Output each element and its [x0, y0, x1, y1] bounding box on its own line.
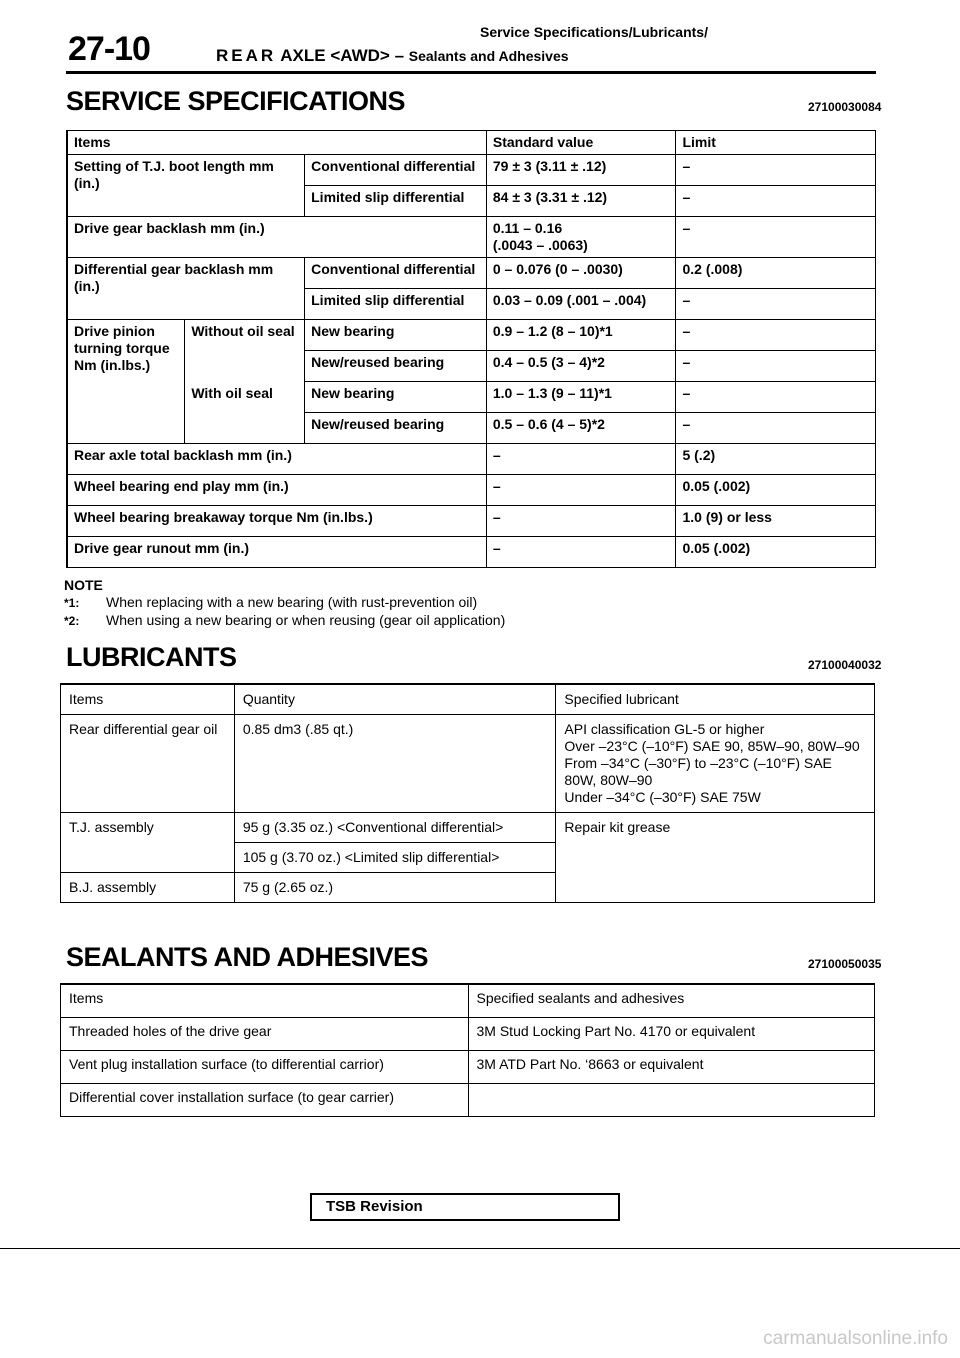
tj-conventional: Conventional differential	[305, 155, 487, 186]
header-standard-value: Standard value	[486, 131, 676, 155]
rear-axle-backlash-limit: 5 (.2)	[676, 444, 876, 475]
dp-wo-new-bearing: New bearing	[305, 320, 487, 351]
note-line-1	[64, 594, 477, 610]
drive-gear-backlash-standard-2: (.0043 – .0063)	[492, 237, 588, 253]
seal-row1-item: Threaded holes of the drive gear	[61, 1018, 469, 1051]
table-row	[67, 506, 876, 537]
wheel-bearing-end-play-label: Wheel bearing end play mm (in.)	[67, 475, 486, 506]
lub-tj-quantity-2: 105 g (3.70 oz.) <Limited slip differential>	[234, 843, 556, 873]
note-line-2	[64, 612, 505, 628]
tj-lsd-standard: 84 ± 3 (3.31 ± .12)	[486, 186, 676, 217]
diff-conventional-standard: 0 – 0.076 (0 – .0030)	[486, 258, 676, 289]
drive-gear-runout-label: Drive gear runout mm (in.)	[67, 537, 486, 568]
header-limit: Limit	[676, 131, 876, 155]
diff-conventional: Conventional differential	[305, 258, 487, 289]
rear-axle-backlash-standard: –	[486, 444, 676, 475]
dp-wo-reused-limit: –	[676, 351, 876, 382]
header-items: Items	[67, 131, 486, 155]
table-row	[67, 444, 876, 475]
lubricants-table	[60, 683, 875, 903]
tj-lsd: Limited slip differential	[305, 186, 487, 217]
tsb-revision-box	[310, 1193, 620, 1221]
note-mark-1: *1:	[64, 596, 80, 610]
lub-bj-item: B.J. assembly	[61, 873, 235, 903]
note-text-2: When using a new bearing or when reusing (gear oil application)	[106, 612, 506, 628]
lub-tj-quantity-1: 95 g (3.35 oz.) <Conventional differential>	[234, 813, 556, 843]
drive-pinion-without-oil-seal: Without oil seal	[185, 320, 305, 382]
page-number: 27-10	[68, 30, 150, 68]
dp-wo-new-limit: –	[676, 320, 876, 351]
rear-axle-backlash-label: Rear axle total backlash mm (in.)	[67, 444, 486, 475]
service-specifications-code: 27100030084	[808, 100, 882, 114]
wheel-bearing-end-play-limit: 0.05 (.002)	[676, 475, 876, 506]
table-row	[61, 873, 875, 903]
header-rule	[66, 71, 876, 74]
header-top-line: Service Specifications/Lubricants/	[480, 24, 708, 40]
lub-header-quantity: Quantity	[234, 684, 556, 715]
wheel-bearing-breakaway-label: Wheel bearing breakaway torque Nm (in.lbs.)	[67, 506, 486, 537]
table-row	[67, 155, 876, 186]
drive-gear-backlash-limit: –	[676, 217, 876, 258]
lub-rear-diff-line-1: API classification GL-5 or higher	[564, 721, 765, 737]
lub-bj-lubricant	[556, 873, 875, 903]
dp-w-reused-standard: 0.5 – 0.6 (4 – 5)*2	[486, 413, 676, 444]
note-mark-2: *2:	[64, 614, 80, 628]
table-row	[67, 475, 876, 506]
lub-tj-lubricant-cont	[556, 843, 875, 873]
table-row	[67, 217, 876, 258]
lub-bj-quantity: 75 g (2.65 oz.)	[234, 873, 556, 903]
header-section-prefix: REAR	[216, 46, 277, 65]
table-row	[61, 1084, 875, 1117]
seal-row1-spec: 3M Stud Locking Part No. 4170 or equivalent	[468, 1018, 875, 1051]
drive-gear-runout-limit: 0.05 (.002)	[676, 537, 876, 568]
header-section-main: AXLE <AWD> –	[280, 46, 405, 65]
service-specifications-table	[66, 130, 876, 568]
diff-lsd: Limited slip differential	[305, 289, 487, 320]
dp-wo-reused-standard: 0.4 – 0.5 (3 – 4)*2	[486, 351, 676, 382]
seal-row2-item: Vent plug installation surface (to differential carrior)	[61, 1051, 469, 1084]
diff-gear-backlash-label: Differential gear backlash mm (in.)	[67, 258, 305, 320]
drive-pinion-label: Drive pinion turning torque Nm (in.lbs.)	[67, 320, 185, 444]
lub-rear-diff-line-3: From –34°C (–30°F) to –23°C (–10°F) SAE 80W, 80W–90	[564, 755, 832, 788]
header-section-line	[216, 46, 569, 66]
lubricants-title: LUBRICANTS	[66, 642, 237, 672]
sealants-code: 27100050035	[808, 957, 882, 971]
tsb-revision-label: TSB Revision	[326, 1198, 423, 1215]
wheel-bearing-breakaway-limit: 1.0 (9) or less	[676, 506, 876, 537]
lub-rear-diff-item: Rear differential gear oil	[61, 715, 235, 813]
lub-tj-item: T.J. assembly	[61, 813, 235, 873]
wheel-bearing-breakaway-standard: –	[486, 506, 676, 537]
drive-gear-runout-standard: –	[486, 537, 676, 568]
dp-w-reused-limit: –	[676, 413, 876, 444]
lub-tj-lubricant: Repair kit grease	[556, 813, 875, 843]
drive-gear-backlash-standard	[486, 217, 676, 258]
table-row	[67, 258, 876, 289]
drive-gear-backlash-standard-1: 0.11 – 0.16	[492, 220, 563, 236]
tj-conventional-standard: 79 ± 3 (3.11 ± .12)	[486, 155, 676, 186]
dp-wo-new-standard: 0.9 – 1.2 (8 – 10)*1	[486, 320, 676, 351]
table-row	[67, 320, 876, 351]
drive-pinion-with-oil-seal: With oil seal	[185, 382, 305, 444]
dp-w-new-limit: –	[676, 382, 876, 413]
lub-header-items: Items	[61, 684, 235, 715]
bottom-rule	[0, 1248, 960, 1249]
table-header-row	[61, 984, 875, 1018]
sealants-title: SEALANTS AND ADHESIVES	[66, 942, 429, 972]
seal-header-items: Items	[61, 984, 469, 1018]
table-row	[67, 382, 876, 413]
sealants-table	[60, 983, 875, 1117]
dp-w-new-bearing: New bearing	[305, 382, 487, 413]
table-row	[61, 1018, 875, 1051]
drive-gear-backlash-label: Drive gear backlash mm (in.)	[67, 217, 486, 258]
table-header-row	[61, 684, 875, 715]
wheel-bearing-end-play-standard: –	[486, 475, 676, 506]
diff-lsd-limit: –	[676, 289, 876, 320]
tj-boot-label: Setting of T.J. boot length mm (in.)	[67, 155, 305, 217]
table-row	[61, 715, 875, 813]
lub-rear-diff-line-2: Over –23°C (–10°F) SAE 90, 85W–90, 80W–90	[564, 738, 860, 754]
table-row	[67, 537, 876, 568]
dp-w-new-standard: 1.0 – 1.3 (9 – 11)*1	[486, 382, 676, 413]
lub-rear-diff-quantity: 0.85 dm3 (.85 qt.)	[234, 715, 556, 813]
header-section-suffix: Sealants and Adhesives	[408, 48, 569, 64]
lub-rear-diff-lubricant	[556, 715, 875, 813]
seal-row3-spec	[468, 1084, 875, 1117]
diff-conventional-limit: 0.2 (.008)	[676, 258, 876, 289]
seal-row3-item: Differential cover installation surface (to gear carrier)	[61, 1084, 469, 1117]
watermark: carmanualsonline.info	[763, 1328, 948, 1349]
lubricants-code: 27100040032	[808, 658, 882, 672]
table-row	[61, 1051, 875, 1084]
lub-header-lubricant: Specified lubricant	[556, 684, 875, 715]
note-text-1: When replacing with a new bearing (with rust-prevention oil)	[106, 594, 478, 610]
table-row	[61, 813, 875, 843]
seal-row2-spec: 3M ATD Part No. ‘8663 or equivalent	[468, 1051, 875, 1084]
tj-conventional-limit: –	[676, 155, 876, 186]
note-title: NOTE	[64, 577, 103, 593]
service-specifications-title: SERVICE SPECIFICATIONS	[66, 86, 406, 116]
tj-lsd-limit: –	[676, 186, 876, 217]
lub-rear-diff-line-4: Under –34°C (–30°F) SAE 75W	[564, 789, 761, 805]
table-header-row	[67, 131, 876, 155]
seal-header-specified: Specified sealants and adhesives	[468, 984, 875, 1018]
dp-w-reused-bearing: New/reused bearing	[305, 413, 487, 444]
dp-wo-reused-bearing: New/reused bearing	[305, 351, 487, 382]
diff-lsd-standard: 0.03 – 0.09 (.001 – .004)	[486, 289, 676, 320]
